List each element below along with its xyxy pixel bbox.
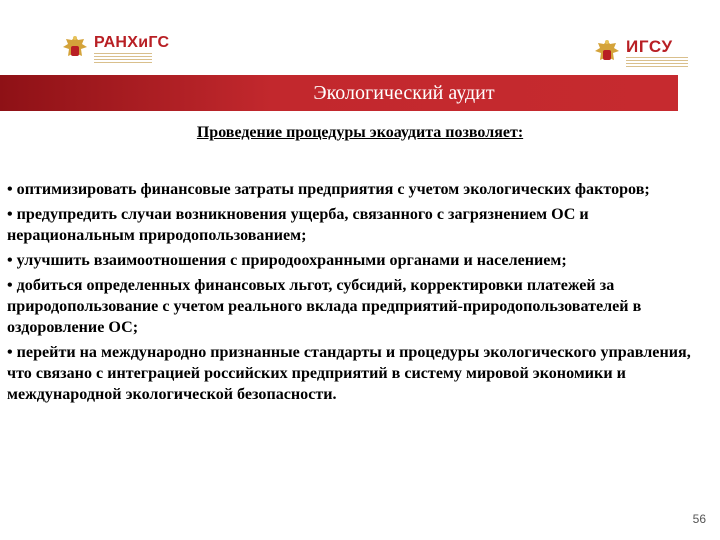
bullet-item: • перейти на международно признанные стандарты и процедуры экологического управления, что связано с интеграцией российских предприятий в систему мировой экономики и международной экологической безопасности. (7, 344, 691, 403)
logo-right-subtitle-lines (626, 57, 688, 67)
bullet-item: • добиться определенных финансовых льгот, субсидий, корректировки платежей за природопользование с учетом реального вклада предприятий-природопользователей в оздоровление ОС; (7, 277, 642, 336)
bullet-item: • оптимизировать финансовые затраты предприятия с учетом экологических факторов; (7, 181, 650, 198)
slide-title: Экологический аудит (313, 81, 495, 104)
igsu-logo (594, 38, 688, 68)
slide-subtitle: Проведение процедуры экоаудита позволяет: (196, 124, 524, 141)
title-bar (0, 75, 678, 111)
bullet-item: • предупредить случаи возникновения ущерба, связанного с загрязнением ОС и нерациональным природопользованием; (7, 206, 589, 244)
bullet-list (7, 179, 713, 409)
eagle-emblem-icon (594, 38, 620, 68)
bullet-item: • улучшить взаимоотношения с природоохранными органами и населением; (7, 252, 567, 269)
page-number: 56 (692, 512, 706, 526)
eagle-emblem-icon (62, 34, 88, 64)
logo-left-subtitle-lines (94, 53, 152, 63)
logo-right-name: ИГСУ (626, 37, 673, 56)
logo-left-name: РАНХиГС (94, 34, 170, 51)
ranepa-logo (62, 34, 169, 64)
